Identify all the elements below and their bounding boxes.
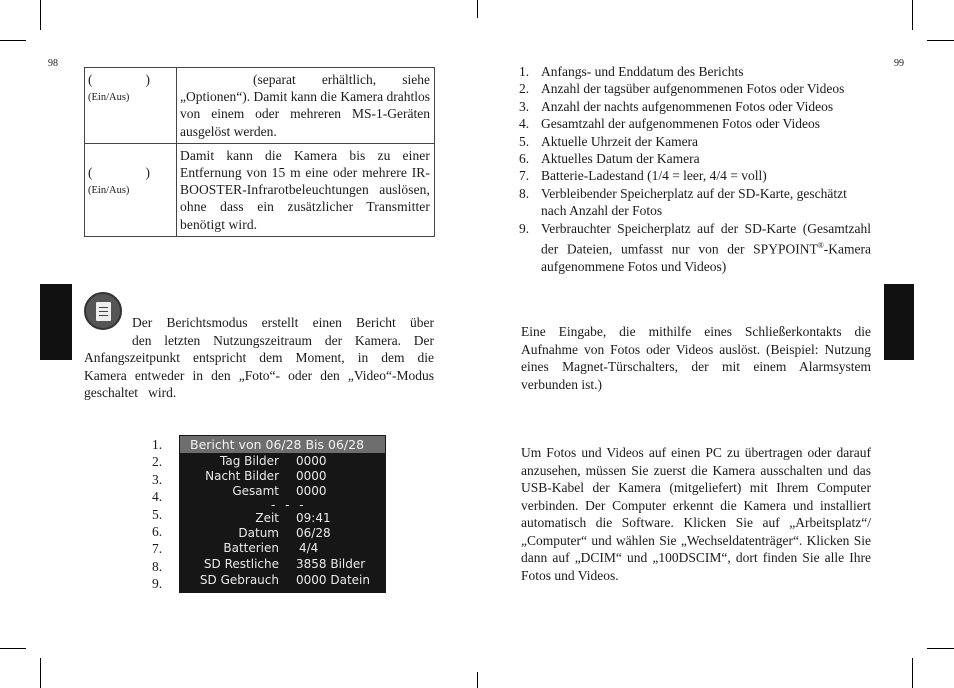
crop-mark [477, 672, 478, 688]
report-row: Nacht Bilder 0000 [205, 469, 327, 483]
screen-legend-numbers: 1. 2. 3. 4. 5. 6. 7. 8. 9. [152, 437, 163, 592]
list-item: 5. Aktuelle Uhrzeit der Kamera [519, 133, 699, 149]
report-row: Gesamt 0000 [232, 484, 327, 498]
report-row: Datum 06/28 [238, 526, 331, 540]
report-row: Zeit 09:41 [255, 511, 331, 525]
list-item: 7. Batterie-Ladestand (1/4 = leer, 4/4 = voll) [519, 168, 767, 184]
report-paragraph: Der Berichtsmodus erstellt einen Bericht über den letzten Nutzungszeitraum der Kamera. Der Anfangszeitpunkt entspricht dem Moment, in dem die Kamera entweder in den „Foto“- oder den „Video“-Modus geschaltet wird. [84, 315, 434, 400]
contact-input-paragraph: Eine Eingabe, die mithilfe eines Schließerkontakts die Aufnahme von Fotos oder Videos auslöst. (Beispiel: Nutzung eines Magnet-Türschalters, der mit einem Alarmsystem verbunden ist.) [521, 324, 871, 392]
report-separator: - - - [271, 498, 307, 512]
crop-mark [0, 648, 26, 649]
side-tab-right [884, 284, 914, 360]
list-item: 4. Gesamtzahl der aufgenommenen Fotos oder Videos [519, 116, 820, 132]
report-row: SD Restliche 3858 Bilder [203, 557, 366, 571]
crop-mark [927, 648, 954, 649]
page-number-left: 98 [48, 58, 58, 69]
crop-mark [40, 658, 41, 688]
report-row: Batterien 4/4 [223, 541, 319, 555]
list-item: 6. Aktuelles Datum der Kamera [519, 151, 700, 167]
side-tab-left [40, 284, 72, 360]
pc-transfer-paragraph: Um Fotos und Videos auf einen PC zu übertragen oder darauf anzusehen, müssen Sie zuerst die Kamera ausschalten und das USB-Kabel der Kamera (mitgeliefert) mit Ihrem Computer verbinden. Der Computer erkennt die Kamera und installiert automatisch die Software. Klicken Sie auf „Arbeitsplatz“/ „Computer“ und wählen Sie „Wechseldatenträger“. Klicken Sie dann auf „DCIM“ und „100DSCIM“, dort finden Sie alle Ihre Fotos und Videos. [521, 445, 871, 583]
crop-mark [40, 0, 41, 30]
option-label-cell: ( ) (Ein/Aus) [85, 143, 177, 236]
report-row: SD Gebrauch 0000 Datein [199, 573, 370, 587]
crop-mark [927, 40, 954, 41]
report-screen-header: Bericht von 06/28 Bis 06/28 [180, 436, 385, 453]
option-description-cell [177, 68, 435, 144]
list-item: 2. Anzahl der tagsüber aufgenommenen Fotos oder Videos [519, 81, 845, 97]
crop-mark [912, 0, 913, 30]
report-legend-list [519, 63, 871, 275]
option-description-first-line: (separat erhältlich, siehe [253, 72, 430, 87]
list-item: 1. Anfangs- und Enddatum des Berichts [519, 64, 744, 79]
list-item: 8. Verbleibender Speicherplatz auf der SD-Karte, geschätzt nach Anzahl der Fotos [519, 185, 847, 219]
page-number-right: 99 [894, 58, 904, 69]
list-item: 3. Anzahl der nachts aufgenommenen Fotos oder Videos [519, 98, 834, 114]
table-row [85, 68, 435, 144]
options-table [84, 67, 435, 237]
report-row: Tag Bilder 0000 [220, 454, 327, 468]
table-row [85, 143, 435, 236]
option-state-label: (Ein/Aus) [88, 185, 130, 197]
option-state-label: (Ein/Aus) [88, 92, 130, 104]
option-label-cell: ( ) (Ein/Aus) [85, 68, 177, 144]
crop-mark [0, 40, 26, 41]
option-description: Damit kann die Kamera bis zu einer Entfernung von 15 m eine oder mehrere IR-BOOSTER-Infrarotbeleuchtungen auslösen, ohne dass ein zusätzlicher Transmitter benötigt wird. [177, 143, 435, 236]
option-description: „Optionen“). Damit kann die Kamera drahtlos von einem oder mehreren MS-1-Geräten ausgelöst werden. [180, 89, 430, 139]
camera-report-screen [179, 435, 386, 593]
crop-mark [477, 0, 478, 18]
list-item: 9. Verbrauchter Speicherplatz auf der SD-Karte (Gesamtzahl der Dateien, umfasst nur von der SPYPOINT®-Kamera aufgenommene Fotos und Videos) [519, 220, 871, 274]
crop-mark [912, 658, 913, 688]
